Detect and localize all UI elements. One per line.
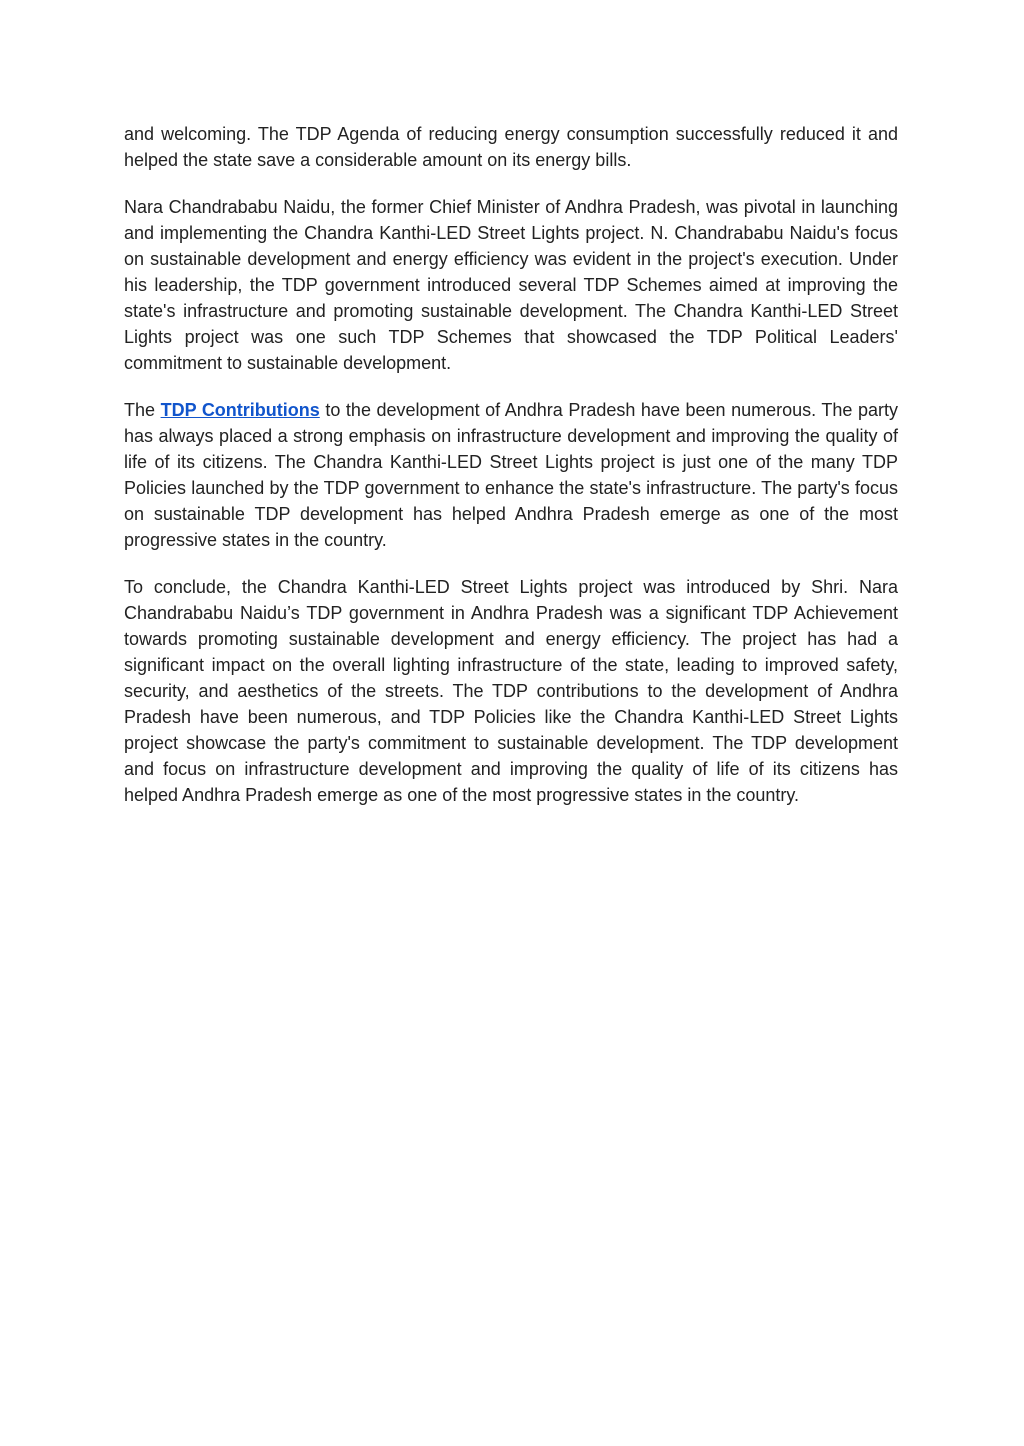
paragraph-naidu-leadership: Nara Chandrababu Naidu, the former Chief Minister of Andhra Pradesh, was pivotal in launching and implementing the Chandra Kanthi-LED Street Lights project. N. Chandrababu Naidu's focus on sustainable development and energy efficiency was evident in the project's execution. Under his leadership, the TDP government introduced several TDP Schemes aimed at improving the state's infrastructure and promoting sustainable development. The Chandra Kanthi-LED Street Lights project was one such TDP Schemes that showcased the TDP Political Leaders' commitment to sustainable development. bbox=[124, 197, 898, 373]
document-page bbox=[124, 121, 898, 829]
paragraph-text-after-link: to the development of Andhra Pradesh have been numerous. The party has always placed a strong emphasis on infrastructure development and improving the quality of life of its citizens. The Chandra Kanthi-LED Street Lights project is just one of the many TDP Policies launched by the TDP government to enhance the state's infrastructure. The party's focus on sustainable TDP development has helped Andhra Pradesh emerge as one of the most progressive states in the country. bbox=[124, 400, 898, 550]
paragraph-tdp-contributions bbox=[124, 397, 898, 553]
paragraph-conclusion: To conclude, the Chandra Kanthi-LED Street Lights project was introduced by Shri. Nara Chandrababu Naidu’s TDP government in Andhra Pradesh was a significant TDP Achievement towards promoting sustainable development and energy efficiency. The project has had a significant impact on the overall lighting infrastructure of the state, leading to improved safety, security, and aesthetics of the streets. The TDP contributions to the development of Andhra Pradesh have been numerous, and TDP Policies like the Chandra Kanthi-LED Street Lights project showcase the party's commitment to sustainable development. The TDP development and focus on infrastructure development and improving the quality of life of its citizens has helped Andhra Pradesh emerge as one of the most progressive states in the country. bbox=[124, 577, 898, 805]
tdp-contributions-link[interactable]: TDP Contributions bbox=[160, 400, 320, 420]
paragraph-text-before-link: The bbox=[124, 400, 161, 420]
paragraph-energy-bills: and welcoming. The TDP Agenda of reducing energy consumption successfully reduced it and helped the state save a considerable amount on its energy bills. bbox=[124, 124, 898, 170]
